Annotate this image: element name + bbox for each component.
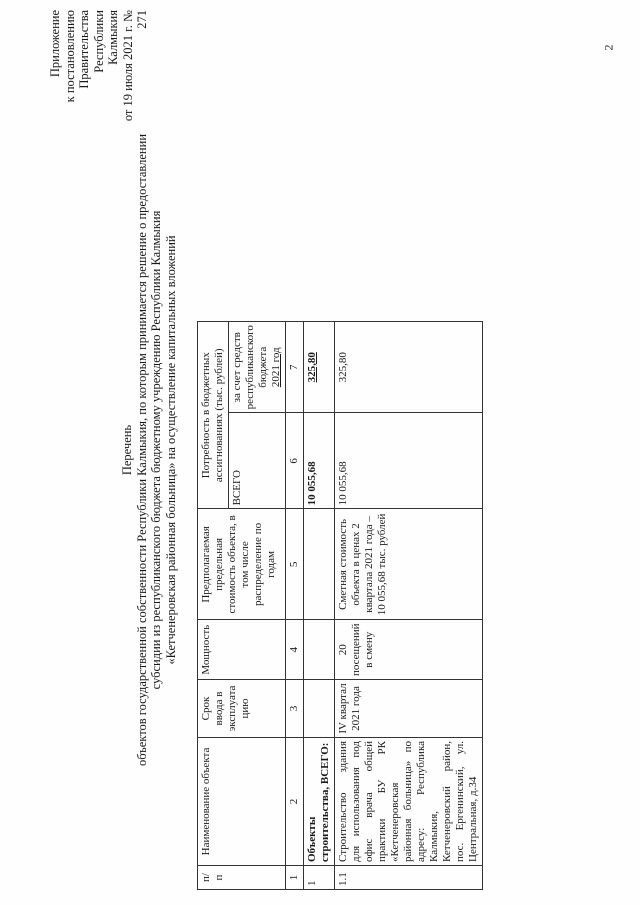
header-republic-label: за счет средств республиканского бюджета [231,325,269,410]
header-need: Потребность в бюджетных ассигнованиях (тыс. рублей) [198,322,229,509]
row-term [304,680,335,738]
header-num: п/ п [198,866,286,890]
col-number: 3 [286,680,304,738]
row-capacity: 20 посещений в смену [335,620,483,680]
page-number: 2 [601,44,616,51]
col-number: 1 [286,866,304,890]
header-term: Срок ввода в эксплуата цию [198,680,286,738]
row-total: 10 055,68 [304,413,335,509]
table-row [335,322,483,890]
appendix-line: от 19 июля 2021 г. № 271 [120,10,149,122]
row-name: Строительство здания для использования под офис врача общей практики БУ РК «Кетченеровская районная больница» по адресу: Республика Калмыкия, Кетченеровский район, пос. Ергенинский, ул. Центральная, д.34 [335,738,483,866]
table-header-row [198,322,229,890]
objects-table [197,321,483,890]
column-number-row [286,322,304,890]
col-number: 5 [286,509,304,620]
row-republic: 325,80 [335,322,483,413]
col-number: 7 [286,322,304,413]
header-capacity: Мощность [198,620,286,680]
row-num: 1 [304,866,335,890]
title-line: субсидии из республиканского бюджета бюджетному учреждению Республики Калмыкия [149,210,163,690]
title-line: объектов государственной собственности Республики Калмыкия, по которым принимается решение о предоставлении [134,133,149,767]
appendix-line: Приложение [48,10,62,78]
row-cost: Сметная стоимость объекта в ценах 2 квартала 2021 года – 10 055,68 тыс. рублей [335,509,483,620]
col-number: 6 [286,413,304,509]
row-term: IV квартал 2021 года [335,680,483,738]
header-year: 2021 год [270,347,282,388]
col-number: 2 [286,738,304,866]
row-capacity [304,620,335,680]
table-row [304,322,335,890]
title-heading: Перечень [120,424,134,476]
row-num: 1.1 [335,866,483,890]
header-cost: Предполагаемая предельная стоимость объекта, в том числе распределение по годам [198,509,286,620]
row-cost [304,509,335,620]
row-republic: 325,80 [304,322,335,413]
row-name: Объекты строительства, ВСЕГО: [304,738,335,866]
appendix-line: Республики Калмыкия [91,10,120,73]
col-number: 4 [286,620,304,680]
header-total: ВСЕГО [229,413,286,509]
header-republic [229,322,286,413]
row-total: 10 055,68 [335,413,483,509]
appendix-line: к постановлению Правительства [62,10,91,103]
header-name: Наименование объекта [198,738,286,866]
title-line: «Кетченеровская районная больница» на осуществление капитальных вложений [163,235,178,665]
document-title [120,65,178,835]
